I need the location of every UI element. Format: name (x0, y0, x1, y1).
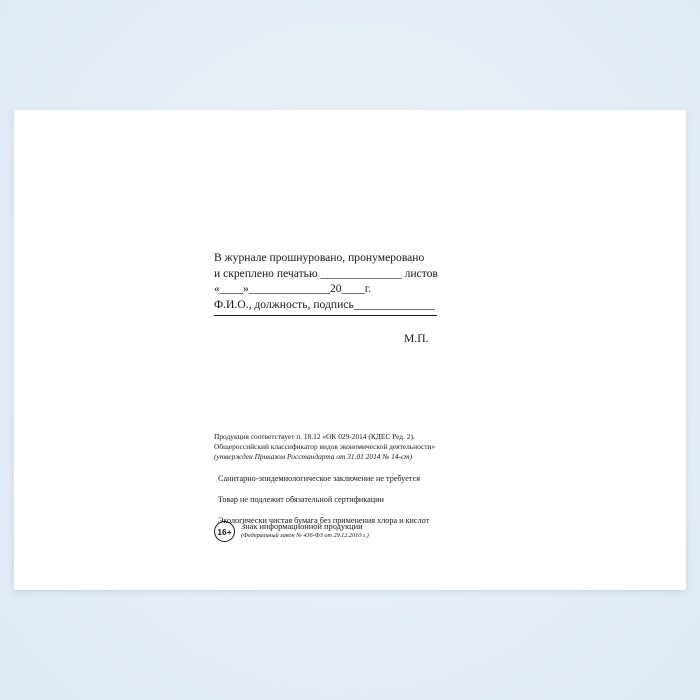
certification-date-line: «____»______________20____г. (214, 282, 372, 296)
age-mark-title: Знак информационной продукции (241, 522, 363, 531)
okpd-line-1: Продукция соответствует п. 18.12 «ОК 029-2014 (КДЕС Ред. 2). (214, 432, 415, 441)
legal-spacer-1 (214, 463, 554, 473)
legal-note-2: Товар не подлежит обязательной сертификации (218, 494, 384, 504)
legal-note-1: Санитарно-эпидемиологическое заключение не требуется (218, 473, 420, 483)
seal-mark: М.П. (404, 332, 429, 345)
age-mark-block (214, 520, 369, 542)
legal-block (214, 432, 554, 526)
age-mark-text (241, 520, 369, 540)
certification-block (214, 250, 544, 317)
okpd-line-3: (утвержден Приказом Росстандарта от 31.01 2014 № 14-ст) (214, 452, 413, 462)
certification-line-1: В журнале прошнуровано, пронумеровано (214, 251, 425, 264)
legal-spacer-3 (214, 505, 554, 515)
signature-rule (214, 315, 437, 316)
certification-signature-line: Ф.И.О., должность, подпись______________ (214, 297, 435, 311)
age-mark-subtitle: (Федеральный закон № 436-ФЗ от 29.12.2010 г.) (241, 532, 369, 539)
certification-line-2: и скреплено печатью ______________ листов (214, 266, 438, 280)
legal-note-3: Экологически чистая бумага без применения хлора и кислот (218, 515, 430, 525)
paper-sheet (14, 110, 686, 590)
age-rating-icon: 16+ (214, 521, 235, 542)
legal-spacer-2 (214, 484, 554, 494)
okpd-line-2: Общероссийский классификатор видов экономической деятельности» (214, 442, 436, 452)
